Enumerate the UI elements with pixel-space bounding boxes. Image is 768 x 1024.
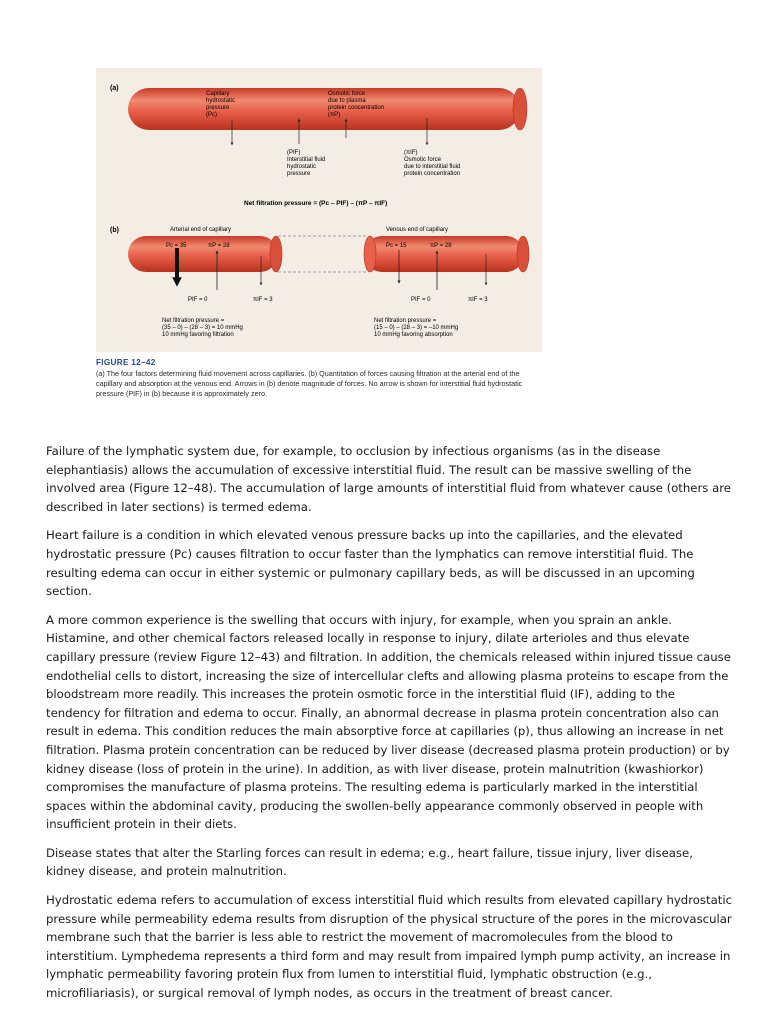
svg-text:hydrostatic: hydrostatic: [287, 164, 317, 170]
capillary-forces-figure: [96, 68, 542, 352]
venous-net-filtration: [374, 318, 458, 338]
svg-text:protein concentration: protein concentration: [404, 171, 461, 177]
svg-text:pressure: pressure: [206, 105, 230, 111]
figure-caption-title: FIGURE 12–42: [96, 358, 156, 367]
svg-text:Interstitial fluid: Interstitial fluid: [287, 157, 326, 163]
arterial-pc-value: Pc = 35: [166, 243, 187, 249]
svg-text:pressure: pressure: [287, 171, 311, 177]
svg-text:due to plasma: due to plasma: [328, 98, 366, 104]
svg-text:Capillary: Capillary: [206, 91, 230, 97]
panel-b-label: (b): [110, 227, 119, 234]
svg-text:(πIF): (πIF): [404, 150, 418, 156]
svg-text:(πP): (πP): [328, 112, 341, 118]
arterial-end-title: Arterial end of capillary: [170, 227, 232, 233]
paragraph-starling-diseases: Disease states that alter the Starling forces can result in edema; e.g., heart failure, tissue injury, liver disease, kidney disease, and protein malnutrition.: [46, 845, 693, 879]
svg-text:Net filtration pressure =: Net filtration pressure =: [162, 318, 225, 324]
svg-text:protein concentration: protein concentration: [328, 105, 385, 111]
svg-text:10 mmHg favoring absorption: 10 mmHg favoring absorption: [374, 332, 453, 338]
svg-text:due to interstitial fluid: due to interstitial fluid: [404, 164, 461, 170]
net-filtration-equation: Net filtration pressure = (Pc – PIF) – (πP – πIF): [244, 200, 388, 207]
arterial-pip-value: πP = 28: [208, 243, 230, 249]
venous-vessel-segment: [364, 236, 529, 272]
pi-if-label: [404, 150, 460, 177]
panel-a-label: (a): [110, 85, 119, 92]
arterial-pif-value: PIF = 0: [188, 297, 208, 303]
svg-text:(Pc): (Pc): [206, 112, 217, 118]
paragraph-edema-types: Hydrostatic edema refers to accumulation of excess interstitial fluid which results from elevated capillary hydrostatic pressure while permeability edema results from disruption of the physical structure of the pores in the microvascular membrane such that the barrier is less able to restrict the movement of macromolecules from the blood to interstitium. Lymphedema represents a third form and may result from impaired lymph pump activity, an increase in lymphatic permeability favoring protein flux from lumen to interstitial fluid, lymphatic obstruction (e.g., microfiliariasis), or surgical removal of lymph nodes, as occurs in the treatment of breast cancer.: [46, 893, 732, 1001]
arterial-piif-value: πIF = 3: [253, 297, 273, 303]
paragraph-injury-swelling: A more common experience is the swelling that occurs with injury, for example, when you sprain an ankle. Histamine, and other chemical factors released locally in response to injury, dilate arterioles and thus elevate capillary pressure (review Figure 12–43) and filtration. In addition, the chemicals released within injured tissue cause endothelial cells to distort, increasing the size of intercellular clefts and allowing plasma proteins to escape from the bloodstream more readily. This increases the protein osmotic force in the interstitial fluid (IF), adding to the tendency for filtration and edema to occur. Finally, an abnormal decrease in plasma protein concentration also can result in edema. This condition reduces the main absorptive force at capillaries (p), thus allowing an increase in net filtration. Plasma protein concentration can be reduced by liver disease (decreased plasma protein production) or by kidney disease (loss of protein in the urine). In addition, as with liver disease, protein malnutrition (kwashiorkor) compromises the manufacture of plasma proteins. The resulting edema is particularly marked in the interstitial spaces within the abdominal cavity, producing the swollen-belly appearance commonly observed in people with insufficient protein in their diets.: [46, 612, 731, 832]
svg-text:Osmotic force: Osmotic force: [404, 157, 442, 163]
arterial-vessel-segment: [128, 236, 282, 272]
pif-label: [287, 150, 325, 177]
paragraph-heart-failure: Heart failure is a condition in which elevated venous pressure backs up into the capillaries, and the elevated hydrostatic pressure (Pc) causes filtration to occur faster than the lymphatics can remove interstitial fluid. The resulting edema can occur in either systemic or pulmonary capillary beds, as will be discussed in an upcoming section.: [46, 528, 695, 599]
figure-illustration: [96, 68, 542, 352]
venous-pip-value: πP = 28: [430, 243, 452, 249]
figure-caption-text: (a) The four factors determining fluid movement across capillaries. (b) Quantitation of forces causing filtration at the arterial end of the capillary and absorption at the venous end. Arrows in (b) denote magnitude of forces. No arrow is shown for interstitial fluid hydrostatic pressure (PIF) in (b) because it is approximately zero.: [96, 369, 523, 398]
article-body: [46, 442, 732, 1013]
venous-piif-value: πIF = 3: [468, 297, 488, 303]
svg-text:hydrostatic: hydrostatic: [206, 98, 236, 104]
vessel-dashed-gap: [278, 236, 366, 272]
svg-text:(15 – 0) – (28 – 3) = –10 mmHg: (15 – 0) – (28 – 3) = –10 mmHg: [374, 325, 459, 331]
paragraph-lymphatic-failure: Failure of the lymphatic system due, for example, to occlusion by infectious organisms (as in the disease elephantiasis) allows the accumulation of excessive interstitial fluid. The result can be massive swelling of the involved area (Figure 12–48). The accumulation of large amounts of interstitial fluid from whatever cause (others are described in later sections) is termed edema.: [46, 444, 731, 514]
svg-text:10 mmHg favoring filtration: 10 mmHg favoring filtration: [162, 332, 234, 338]
svg-text:(PIF): (PIF): [287, 150, 301, 156]
svg-text:Net filtration pressure =: Net filtration pressure =: [374, 318, 437, 324]
arterial-net-filtration: [162, 318, 243, 338]
svg-text:(35 – 0) – (28 – 3) = 10 mmHg: (35 – 0) – (28 – 3) = 10 mmHg: [162, 325, 243, 331]
figure-caption: [96, 358, 542, 399]
venous-end-title: Venous end of capillary: [386, 227, 449, 233]
svg-text:Osmotic force: Osmotic force: [328, 91, 366, 97]
venous-pc-value: Pc = 15: [386, 243, 407, 249]
venous-pif-value: PIF = 0: [411, 297, 431, 303]
